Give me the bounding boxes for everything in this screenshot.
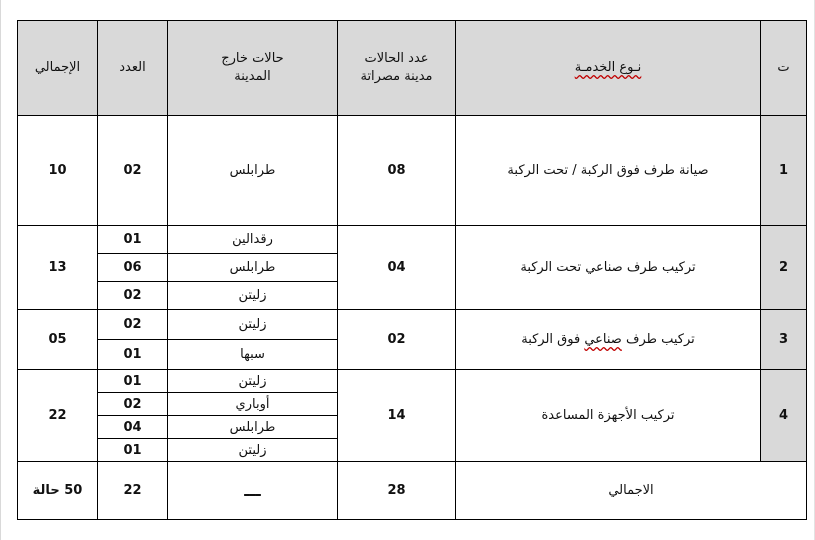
row-outside-city: زليتن	[168, 310, 338, 340]
totals-count: 22	[98, 462, 168, 520]
row-outside-count: 01	[98, 226, 168, 254]
row-index: 1	[761, 116, 807, 226]
table-row	[18, 310, 807, 340]
row-outside-count: 06	[98, 254, 168, 282]
totals-misrata: 28	[338, 462, 456, 520]
row-outside-count: 01	[98, 340, 168, 370]
row-misrata-count: 04	[338, 226, 456, 310]
header-index: ت	[761, 21, 807, 116]
totals-outside: ـــ	[168, 462, 338, 520]
header-misrata-cases	[338, 21, 456, 116]
header-outside-cases	[168, 21, 338, 116]
row-service-part1: تركيب طرف	[621, 332, 695, 347]
header-misrata-line1: عدد الحالات	[364, 51, 429, 66]
row-outside-city: زليتن	[168, 439, 338, 462]
row-misrata-count: 14	[338, 370, 456, 462]
page-left-edge	[0, 0, 1, 540]
row-misrata-count: 02	[338, 310, 456, 370]
row-total: 05	[18, 310, 98, 370]
table-row	[18, 116, 807, 226]
row-outside-city: طرابلس	[168, 254, 338, 282]
row-outside-city: طرابلس	[168, 416, 338, 439]
header-outside-line1: حالات خارج	[221, 51, 284, 66]
row-service-part2: صناعي	[584, 332, 622, 347]
row-index: 3	[761, 310, 807, 370]
header-outside-line2: المدينة	[234, 69, 271, 84]
header-total: الإجمالي	[18, 21, 98, 116]
row-outside-city: سبها	[168, 340, 338, 370]
row-outside-count: 01	[98, 439, 168, 462]
row-service-part3: فوق الركبة	[521, 332, 585, 347]
table-row	[18, 226, 807, 254]
row-outside-city: رقدالين	[168, 226, 338, 254]
row-outside-city: طرابلس	[168, 116, 338, 226]
totals-total: 50 حالة	[18, 462, 98, 520]
row-outside-count: 02	[98, 310, 168, 340]
table-row	[18, 370, 807, 393]
row-index: 4	[761, 370, 807, 462]
cases-table	[17, 20, 807, 520]
row-total: 13	[18, 226, 98, 310]
row-outside-city: أوباري	[168, 393, 338, 416]
row-total: 10	[18, 116, 98, 226]
header-misrata-line2: مدينة مصراتة	[360, 69, 433, 84]
totals-row	[18, 462, 807, 520]
row-service: تركيب طرف صناعي تحت الركبة	[456, 226, 761, 310]
row-outside-city: زليتن	[168, 370, 338, 393]
row-index: 2	[761, 226, 807, 310]
row-outside-city: زليتن	[168, 282, 338, 310]
row-service: صيانة طرف فوق الركبة / تحت الركبة	[456, 116, 761, 226]
row-service: تركيب الأجهزة المساعدة	[456, 370, 761, 462]
row-outside-count: 01	[98, 370, 168, 393]
row-total: 22	[18, 370, 98, 462]
row-outside-count: 02	[98, 282, 168, 310]
row-outside-count: 02	[98, 393, 168, 416]
header-row	[18, 21, 807, 116]
header-count: العدد	[98, 21, 168, 116]
row-misrata-count: 08	[338, 116, 456, 226]
row-service	[456, 310, 761, 370]
header-service-type	[456, 21, 761, 116]
row-outside-count: 02	[98, 116, 168, 226]
row-outside-count: 04	[98, 416, 168, 439]
totals-label: الاجمالي	[456, 462, 807, 520]
header-service-type-text: نـوع الخدمـة	[574, 60, 642, 75]
